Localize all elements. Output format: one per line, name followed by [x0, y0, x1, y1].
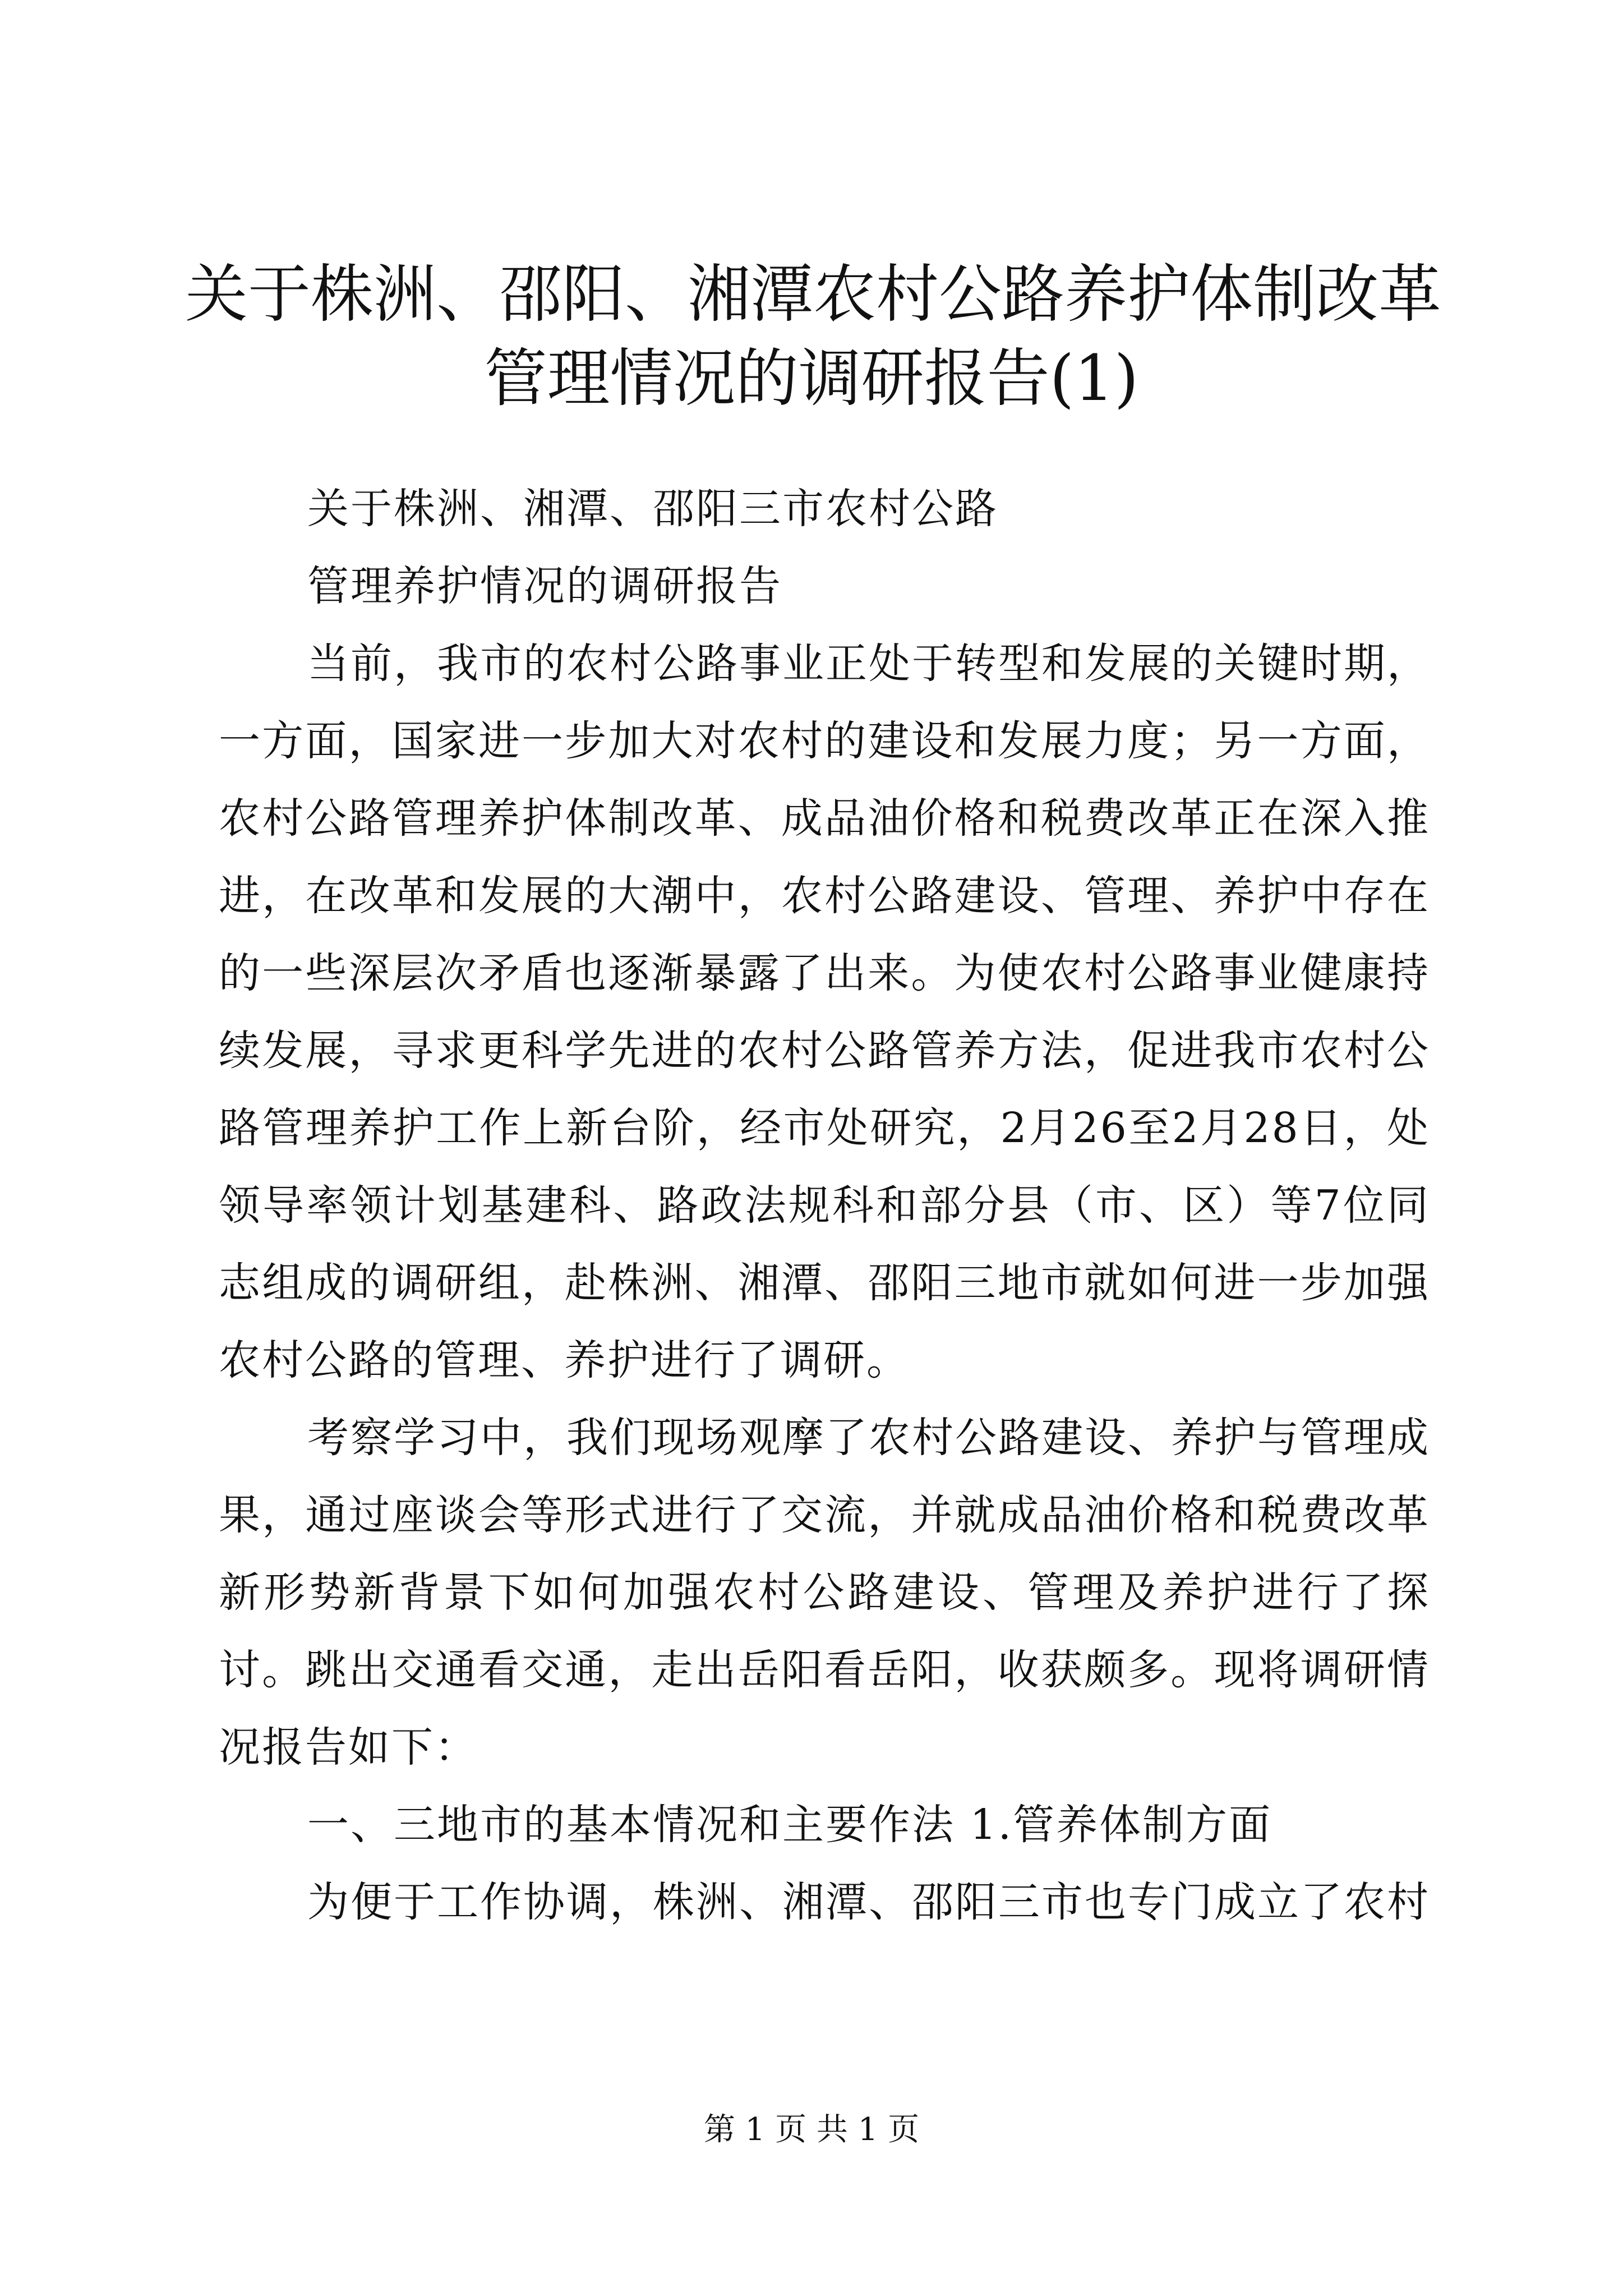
subtitle-line-2: 管理养护情况的调研报告: [307, 562, 782, 610]
section-heading: 一、三地市的基本情况和主要作法 1.管养体制方面: [307, 1801, 1272, 1849]
document-body: [219, 470, 1430, 1941]
subtitle-line-1: 关于株洲、湘潭、邵阳三市农村公路: [307, 485, 998, 533]
document-title-line-2: 管理情况的调研报告(1): [484, 342, 1139, 415]
document-title-line-1: 关于株洲、邵阳、湘潭农村公路养护体制改革: [185, 258, 1441, 331]
paragraph-study: 考察学习中，我们现场观摩了农村公路建设、养护与管理成果，通过座谈会等形式进行了交流，并就成品油价格和税费改革新形势新背景下如何加强农村公路建设、管理及养护进行了探讨。跳出交通看交通，走出岳阳看岳阳，收获颇多。现将调研情况报告如下：: [219, 1414, 1430, 1772]
page-footer: 第 1 页 共 1 页: [703, 2111, 920, 2148]
paragraph-section-start: 为便于工作协调，株洲、湘潭、邵阳三市也专门成立了农村: [307, 1878, 1430, 1926]
paragraph-intro: 当前，我市的农村公路事业正处于转型和发展的关键时期，一方面，国家进一步加大对农村的建设和发展力度；另一方面，农村公路管理养护体制改革、成品油价格和税费改革正在深入推进，在改革和发展的大潮中，农村公路建设、管理、养护中存在的一些深层次矛盾也逐渐暴露了出来。为使农村公路事业健康持续发展，寻求更科学先进的农村公路管养方法，促进我市农村公路管理养护工作上新台阶，经市处研究，2月26至2月28日，处领导率领计划基建科、路政法规科和部分县（市、区）等7位同志组成的调研组，赴株洲、湘潭、邵阳三地市就如何进一步加强农村公路的管理、养护进行了调研。: [219, 639, 1430, 1384]
document-title: [185, 252, 1441, 421]
